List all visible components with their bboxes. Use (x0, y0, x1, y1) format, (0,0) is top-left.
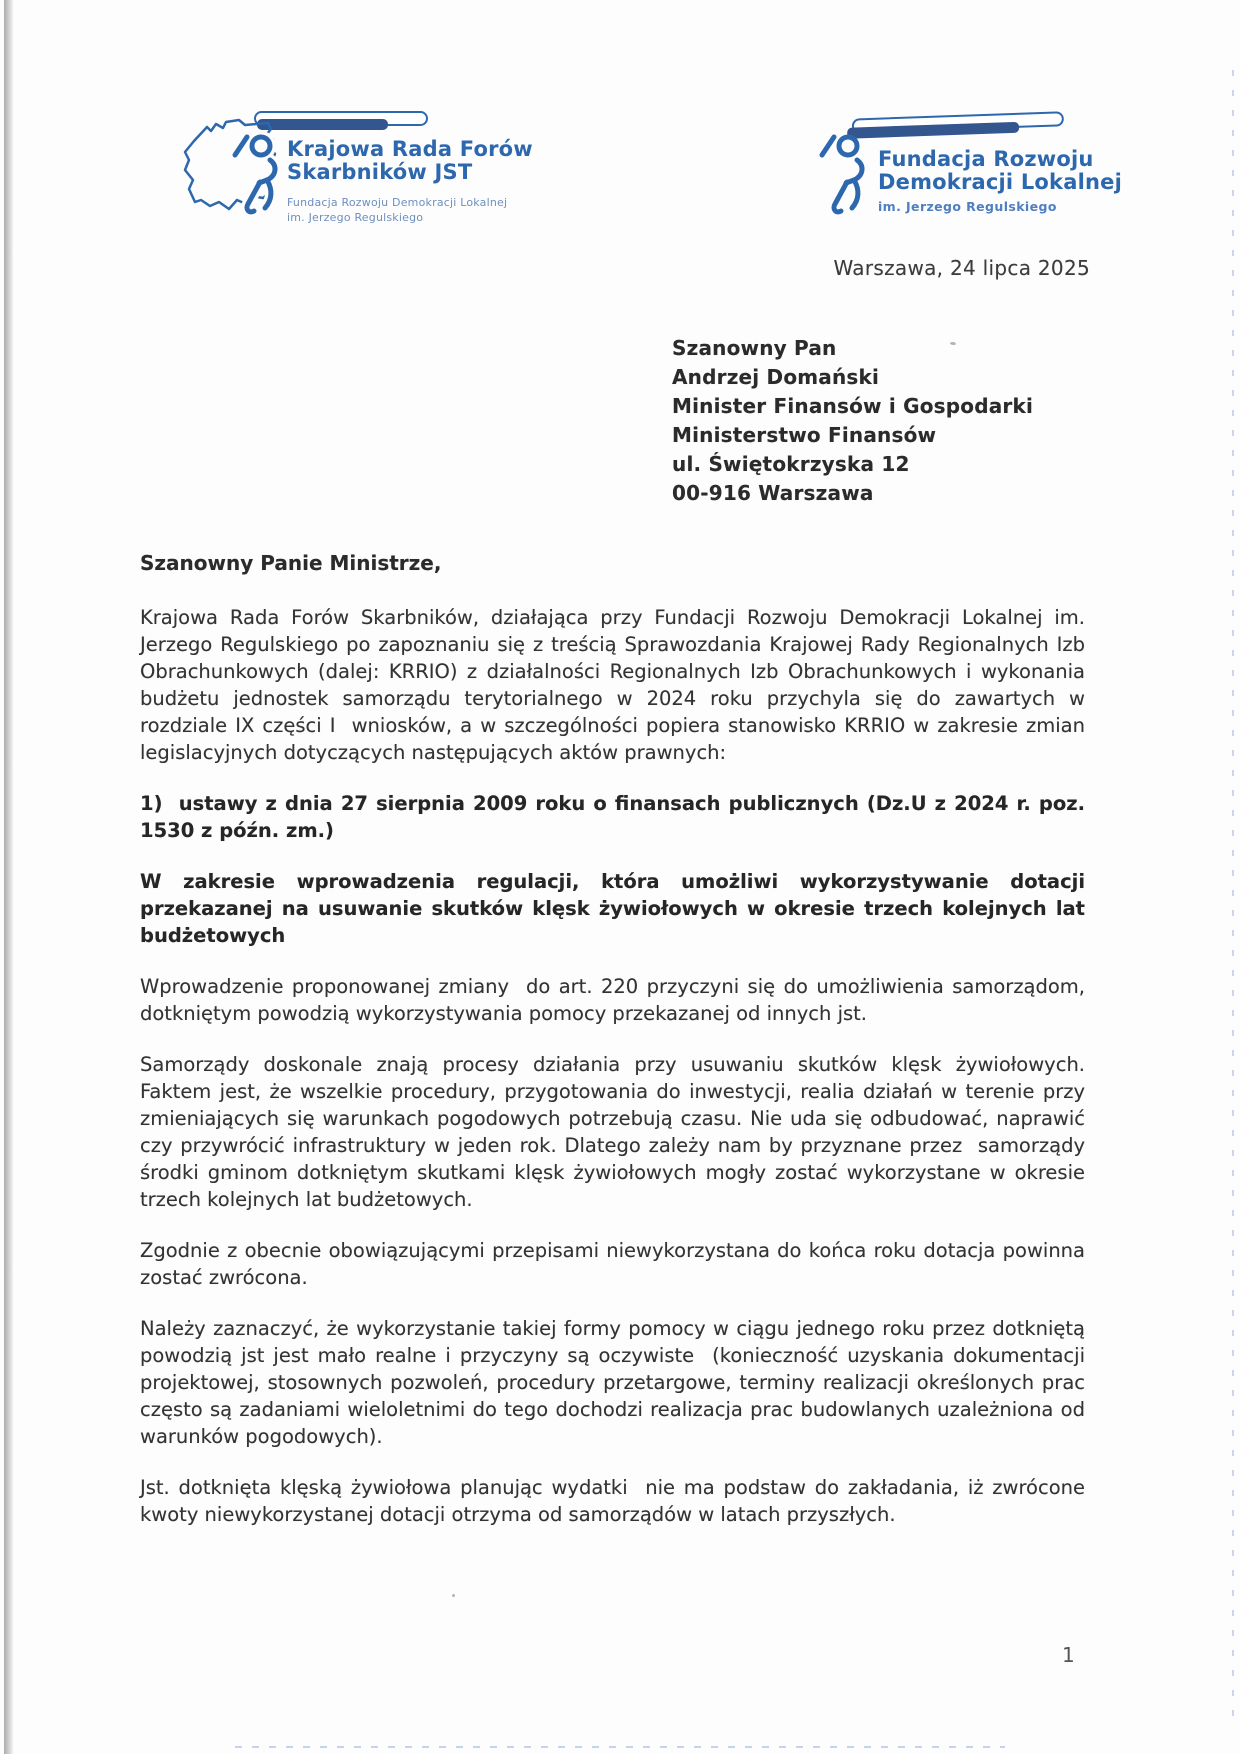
right-logo-title-line1: Fundacja Rozwoju (878, 147, 1094, 171)
left-logo-title-line2: Skarbników JST (287, 160, 473, 184)
paragraph-jst: Jst. dotknięta klęską żywiołowa planując wydatki nie ma podstaw do zakładania, iż zwrócone kwoty niewykorzystanej dotacji otrzyma od samorządów w latach przyszłych. (140, 1476, 1092, 1526)
left-logo-subtitle-line1: Fundacja Rozwoju Demokracji Lokalnej (287, 196, 508, 209)
scan-edge-dots-bottom (235, 1746, 1005, 1748)
subject-heading: W zakresie wprowadzenia regulacji, która umożliwi wykorzystywanie dotacji przekazanej na usuwanie skutków klęsk żywiołowych w okresie trzech kolejnych lat budżetowych (140, 870, 1092, 947)
scan-edge-dots-right (1232, 70, 1234, 1720)
right-logo-subtitle (878, 199, 1057, 214)
letter-body (140, 550, 1098, 1552)
paragraph-processes: Samorządy doskonale znają procesy działania przy usuwaniu skutków klęsk żywiołowych. Faktem jest, że wszelkie procedury, przygotowania do inwestycji, realia działań w terenie przy zmieniających się warunkach pogodowych potrzebują czasu. Nie uda się odbudować, naprawić czy przywrócić infrastruktury w jeden rok. Dlatego zależy nam by przyznane przez samorządy środki gminom dotkniętym skutkami klęsk żywiołowych mogły zostać wykorzystane w okresie trzech kolejnych lat budżetowych. (140, 1053, 1098, 1211)
recipient-line: 00-916 Warszawa (672, 481, 874, 505)
paragraph-return-rule: Zgodnie z obecnie obowiązującymi przepisami niewykorzystana do końca roku dotacja powinna zostać zwrócona. (140, 1239, 1092, 1289)
right-logo-subtitle-line1: im. Jerzego Regulskiego (878, 199, 1057, 214)
scan-speck (452, 1594, 455, 1597)
krfs-logo (160, 96, 620, 231)
left-logo-title-line1: Krajowa Rada Forów (287, 137, 533, 161)
recipient-line: Andrzej Domański (672, 365, 880, 389)
right-logo-title-line2: Demokracji Lokalnej (878, 170, 1122, 194)
recipient-line: Szanowny Pan (672, 336, 837, 360)
page-number: 1 (1062, 1643, 1075, 1667)
scan-edge-shadow (4, 0, 13, 1754)
paragraph-reasons: Należy zaznaczyć, że wykorzystanie takiej formy pomocy w ciągu jednego roku przez dotkniętą powodzią jst jest mało realne i przyczyny są oczywiste (konieczność uzyskania dokumentacji projektowej, stosownych pozwoleń, procedury przetargowe, terminy realizacji określonych prac często są zadaniami wieloletnimi do tego dochodzi realizacja prac budowlanych uzależniona od warunków pogodowych). (140, 1317, 1092, 1448)
recipient-block (672, 334, 1033, 508)
recipient-line: Minister Finansów i Gospodarki (672, 394, 1034, 418)
frdl-logo (815, 96, 1135, 231)
dateline: Warszawa, 24 lipca 2025 (833, 256, 1090, 280)
paragraph-art220: Wprowadzenie proponowanej zmiany do art. 220 przyczyni się do umożliwienia samorządom, dotkniętym powodzią wykorzystywania pomocy przekazanej od innych jst. (140, 975, 1092, 1025)
salutation: Szanowny Panie Ministrze, (140, 551, 442, 575)
list-item-act-1: 1) ustawy z dnia 27 sierpnia 2009 roku o finansach publicznych (Dz.U z 2024 r. poz. 1530 z późn. zm.) (140, 792, 1092, 842)
left-logo-subtitle-line2: im. Jerzego Regulskiego (287, 211, 424, 224)
right-logo-title (878, 148, 1122, 194)
paragraph-intro: Krajowa Rada Forów Skarbników, działająca przy Fundacji Rozwoju Demokracji Lokalnej im. Jerzego Regulskiego po zapoznaniu się z treścią Sprawozdania Krajowej Rady Regionalnych Izb Obrachunkowych (dalej: KRRIO) z działalności Regionalnych Izb Obrachunkowych i wykonania budżetu jednostek samorządu terytorialnego w 2024 roku przychyla się do zawartych w rozdziale IX części I wniosków, a w szczególności popiera stanowisko KRRIO w zakresie zmian legislacyjnych dotyczących następujących aktów prawnych: (140, 606, 1092, 764)
left-logo-title (287, 138, 533, 184)
recipient-line: Ministerstwo Finansów (672, 423, 937, 447)
left-logo-subtitle (287, 195, 507, 225)
recipient-line: ul. Świętokrzyska 12 (672, 452, 910, 476)
